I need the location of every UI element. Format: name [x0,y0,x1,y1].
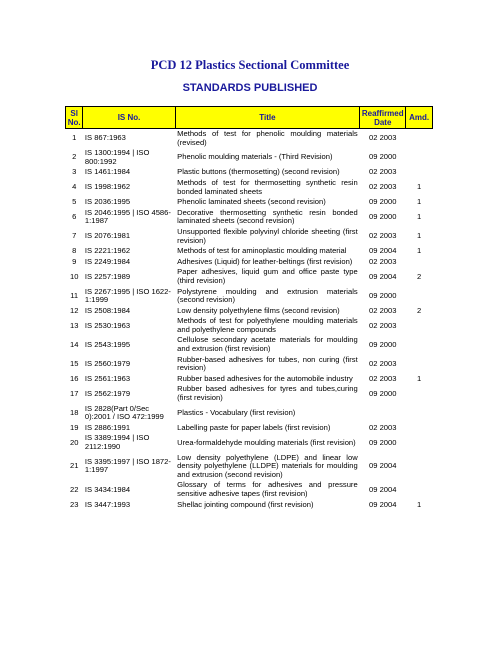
row-amendment [406,287,433,306]
standards-table [65,106,433,510]
row-title: Methods of test for phenolic moulding materials (revised) [177,129,358,147]
table-row [66,227,433,246]
row-is-number: IS 1998:1962 [84,182,131,192]
row-title: Rubber-based adhesives for tubes, non curing (first revision) [177,354,358,373]
row-title: Unsupported flexible polyvinyl chloride sheeting (first revision) [177,226,358,245]
row-is-number: IS 3389:1994 | ISO 2112:1990 [84,433,150,451]
row-is-number: IS 2267:1995 | ISO 1622-1:1999 [84,286,171,305]
row-amendment [406,335,433,354]
row-reaffirmed-date: 09 2000 [369,339,397,349]
row-sl-number: 2 [72,152,77,162]
row-amendment: 1 [417,182,422,192]
row-sl-number: 22 [69,484,79,494]
table-header-row [66,107,433,129]
row-title: Adhesives (Liquid) for leather-beltings (first revision) [177,256,353,266]
row-reaffirmed-date: 09 2004 [369,499,397,509]
row-title: Rubber based adhesives for tyres and tubes,curing (first revision) [177,384,358,403]
column-header-is-no: IS No. [83,107,175,129]
row-amendment [406,129,433,149]
row-title: Decorative thermosetting synthetic resin bonded laminated sheets (second revision) [177,207,358,226]
row-reaffirmed-date: 02 2003 [369,320,397,330]
row-title: Phenolic moulding materials - (Third Revision) [177,152,333,162]
row-amendment [406,453,433,481]
row-sl-number: 14 [69,339,79,349]
row-reaffirmed-date: 02 2003 [369,133,397,143]
row-title: Shellac jointing compound (first revision) [177,499,314,509]
row-sl-number: 11 [70,290,79,300]
row-sl-number: 1 [72,133,77,143]
row-is-number: IS 1461:1984 [84,167,131,177]
row-title: Methods of test for thermosetting synthetic resin bonded laminated sheets [177,177,358,196]
row-amendment [406,355,433,374]
row-sl-number: 20 [69,437,79,447]
row-amendment [406,257,433,268]
table-row [66,355,433,374]
table-row [66,374,433,385]
row-amendment [406,433,433,452]
table-row [66,129,433,149]
row-sl-number: 17 [69,388,79,398]
table-row [66,257,433,268]
row-is-number: IS 3395:1997 | ISO 1872-1:1997 [84,456,171,475]
row-is-number: IS 2508:1984 [84,305,131,315]
row-reaffirmed-date: 02 2003 [369,182,397,192]
row-sl-number: 5 [72,197,77,207]
row-title: Cellulose secondary acetate materials for moulding and extrusion (first revision) [177,335,358,354]
row-reaffirmed-date: 09 2000 [369,152,397,162]
table-row [66,267,433,286]
row-title: Labelling paste for paper labels (first revision) [177,422,331,432]
row-reaffirmed-date: 02 2003 [369,373,397,383]
row-reaffirmed-date: 09 2000 [369,437,397,447]
table-row [66,453,433,481]
table-row [66,197,433,208]
row-sl-number: 12 [69,305,79,315]
row-amendment [406,404,433,423]
row-sl-number: 15 [69,358,79,368]
table-row [66,335,433,354]
row-reaffirmed-date: 02 2003 [369,422,397,432]
row-is-number: IS 2257:1989 [84,271,131,281]
row-is-number: IS 2543:1995 [84,339,131,349]
row-title: Paper adhesives, liquid gum and office paste type (third revision) [177,267,358,285]
row-amendment [406,480,433,499]
row-is-number: IS 2046:1995 | ISO 4586-1:1987 [84,207,171,226]
row-is-number: IS 2036:1995 [84,197,131,207]
row-reaffirmed-date: 09 2000 [369,388,397,398]
row-reaffirmed-date: 02 2003 [369,167,397,177]
row-amendment: 1 [417,231,422,241]
row-sl-number: 23 [69,499,79,509]
row-reaffirmed-date: 09 2000 [369,197,397,207]
row-amendment [406,167,433,178]
row-sl-number: 13 [69,320,79,330]
row-title: Polystyrene moulding and extrusion materials (second revision) [177,286,358,305]
row-amendment: 1 [417,246,422,256]
row-is-number: IS 2562:1979 [84,388,131,398]
table-row [66,423,433,434]
table-row [66,246,433,257]
row-reaffirmed-date [360,404,406,423]
row-amendment: 1 [417,499,422,509]
row-sl-number: 10 [69,271,79,281]
row-is-number: IS 2530:1963 [84,320,131,330]
row-reaffirmed-date: 09 2004 [369,246,397,256]
row-is-number: IS 2886:1991 [84,422,131,432]
row-amendment: 1 [417,212,422,222]
column-header-reaffirmed-date: Reaffirmed Date [360,107,406,129]
row-is-number: IS 2221:1962 [84,246,131,256]
row-title: Plastic buttons (thermosetting) (second revision) [177,167,340,177]
row-title: Low density polyethylene films (second revision) [177,305,340,315]
row-amendment: 1 [417,197,422,207]
column-header-title: Title [175,107,360,129]
table-row [66,306,433,317]
table-row [66,384,433,403]
table-row [66,433,433,452]
table-row [66,148,433,167]
row-is-number: IS 2560:1979 [84,358,131,368]
row-amendment [406,384,433,403]
row-reaffirmed-date: 09 2004 [369,461,397,471]
row-title: Methods of test for polyethylene moulding materials and polyethylene compounds [177,316,358,334]
row-title: Plastics - Vocabulary (first revision) [177,407,296,417]
row-is-number: IS 2828(Part 0/Sec 0):2001 / ISO 472:1999 [84,403,164,422]
table-row [66,316,433,335]
row-title: Glossary of terms for adhesives and pressure sensitive adhesive tapes (first revision) [177,480,358,498]
row-reaffirmed-date: 09 2000 [369,290,397,300]
row-amendment: 2 [417,271,422,281]
row-title: Rubber based adhesives for the automobile industry [177,373,353,383]
row-amendment [406,316,433,335]
table-row [66,287,433,306]
row-sl-number: 7 [72,231,77,241]
row-sl-number: 9 [72,256,77,266]
row-title: Low density polyethylene (LDPE) and linear low density polyethylene (LLDPE) materials for moulding and extrusion (second revision) [177,452,358,479]
table-row [66,500,433,511]
row-sl-number: 19 [69,422,79,432]
row-title: Phenolic laminated sheets (second revision) [177,197,326,207]
row-sl-number: 18 [69,407,79,417]
row-sl-number: 3 [72,167,77,177]
table-row [66,208,433,227]
row-sl-number: 6 [72,212,77,222]
row-amendment: 1 [417,373,422,383]
row-reaffirmed-date: 09 2000 [369,212,397,222]
row-amendment [406,423,433,434]
table-row [66,167,433,178]
row-reaffirmed-date: 09 2004 [369,271,397,281]
table-row [66,404,433,423]
row-is-number: IS 1300:1994 | ISO 800:1992 [84,148,150,166]
row-title: Methods of test for aminoplastic moulding material [177,246,347,256]
section-heading: STANDARDS PUBLISHED [182,82,318,94]
row-sl-number: 8 [72,246,77,256]
row-is-number: IS 2561:1963 [84,373,131,383]
committee-title: PCD 12 Plastics Sectional Committee [150,58,350,72]
row-is-number: IS 2249:1984 [84,256,131,266]
row-reaffirmed-date: 02 2003 [369,358,397,368]
row-is-number: IS 2076:1981 [84,231,131,241]
row-amendment [406,148,433,167]
row-sl-number: 21 [69,461,79,471]
row-is-number: IS 3434:1984 [84,484,131,494]
row-reaffirmed-date: 02 2003 [369,305,397,315]
column-header-sl: Sl No. [66,107,83,129]
row-sl-number: 16 [69,373,79,383]
row-is-number: IS 867:1963 [84,133,126,143]
row-reaffirmed-date: 02 2003 [369,231,397,241]
row-title: Urea-formaldehyde moulding materials (first revision) [177,437,356,447]
row-sl-number: 4 [72,182,77,192]
table-row [66,178,433,197]
row-is-number: IS 3447:1993 [84,499,131,509]
row-reaffirmed-date: 09 2004 [369,484,397,494]
column-header-amd: Amd. [406,107,433,129]
table-row [66,480,433,499]
row-amendment: 2 [417,305,422,315]
row-reaffirmed-date: 02 2003 [369,256,397,266]
